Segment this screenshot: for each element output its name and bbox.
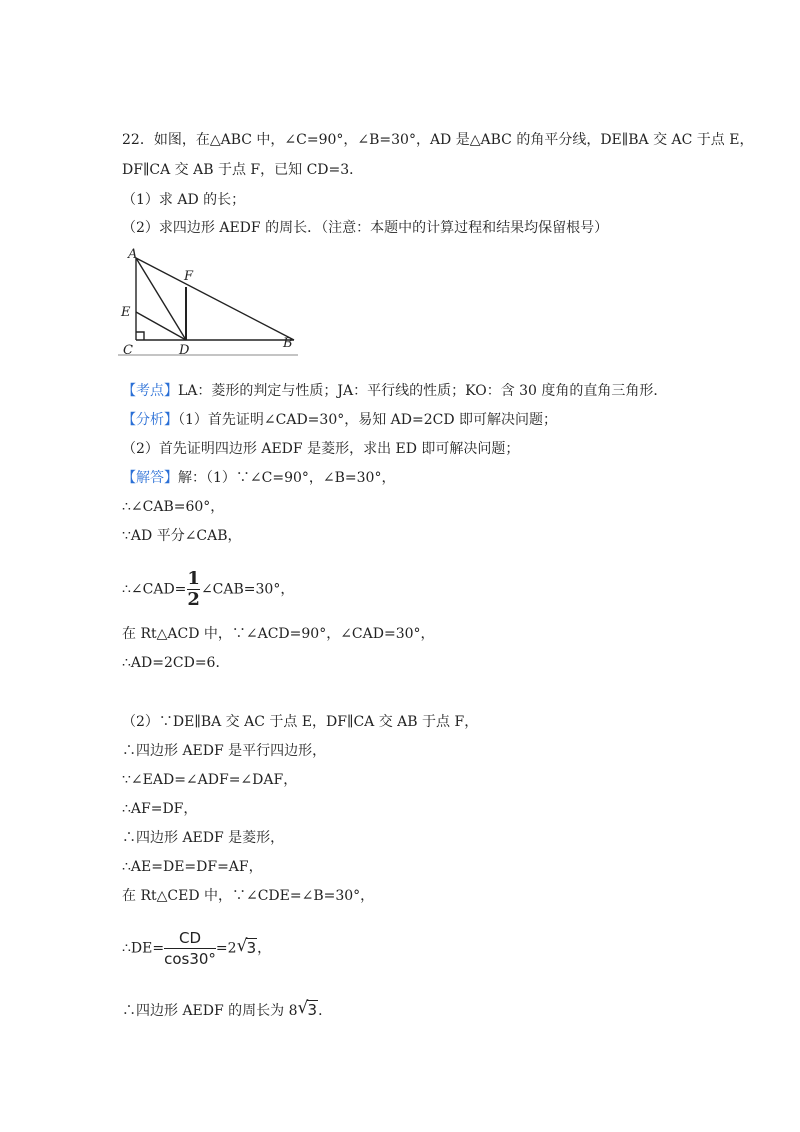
part2-step-2: ∴四边形 AEDF 是平行四边形，	[122, 743, 327, 759]
question-1: （1）求 AD 的长；	[122, 192, 246, 208]
label-E: E	[121, 305, 131, 320]
sqrt-3-perimeter: √ 3	[297, 998, 318, 1019]
problem-line-2: DF∥CA 交 AB 于点 F，已知 CD=3．	[122, 162, 364, 178]
label-C: C	[123, 343, 133, 358]
part2-step-9: ∴四边形 AEDF 的周长为 8 √ 3．	[122, 998, 333, 1019]
fenxi-line-2: （2）首先证明四边形 AEDF 是菱形，求出 ED 即可解决问题；	[122, 441, 520, 457]
part2-step-7: 在 Rt△CED 中，∵∠CDE=∠B=30°，	[122, 888, 375, 904]
label-D: D	[179, 343, 190, 358]
part2-step-8: ∴DE= $\frac{CD}{\cos 30^\circ}$ =2 √ 3，	[122, 929, 272, 968]
kaodian-line: 【考点】LA：菱形的判定与性质；JA：平行线的性质；KO：含 30 度角的直角三角形．	[122, 383, 668, 399]
solution-step-5: 在 Rt△ACD 中，∵∠ACD=90°，∠CAD=30°，	[122, 626, 435, 642]
problem-line-1: 22．如图，在△ABC 中，∠C=90°，∠B=30°，AD 是△ABC 的角平分线，DE∥BA 交 AC 于点 E，	[122, 132, 754, 148]
jieda-tag: 【解答】	[122, 470, 178, 486]
question-2: （2）求四边形 AEDF 的周长．（注意：本题中的计算过程和结果均保留根号）	[122, 220, 609, 236]
part2-step-1: （2）∵DE∥BA 交 AC 于点 E，DF∥CA 交 AB 于点 F，	[122, 714, 479, 730]
fraction-cd-over-cos30: $\frac{CD}{\cos 30^\circ}$	[164, 929, 216, 968]
label-A: A	[128, 247, 138, 262]
fraction-half: $\frac{1}{2}$	[187, 568, 200, 610]
sqrt-3: √ 3	[236, 935, 257, 957]
part2-step-5: ∴四边形 AEDF 是菱形，	[122, 830, 285, 846]
fenxi-tag: 【分析】	[122, 412, 178, 428]
label-F: F	[184, 269, 194, 284]
kaodian-tag: 【考点】	[122, 383, 178, 399]
part2-step-4: ∴AF=DF，	[122, 801, 198, 817]
label-B: B	[283, 336, 293, 351]
solution-step-4: ∴∠CAD= $\frac{1}{2}$ ∠CAB=30°，	[122, 568, 295, 610]
jieda-line-1: 【解答】解：（1）∵∠C=90°，∠B=30°，	[122, 470, 396, 486]
solution-step-2: ∴∠CAB=60°，	[122, 499, 225, 515]
part2-step-3: ∵∠EAD=∠ADF=∠DAF，	[122, 772, 298, 788]
solution-step-6: ∴AD=2CD=6．	[122, 655, 230, 671]
triangle-figure	[118, 246, 300, 358]
part2-step-6: ∴AE=DE=DF=AF，	[122, 859, 263, 875]
solution-step-3: ∵AD 平分∠CAB，	[122, 528, 242, 544]
fenxi-line-1: 【分析】（1）首先证明∠CAD=30°，易知 AD=2CD 即可解决问题；	[122, 412, 558, 428]
